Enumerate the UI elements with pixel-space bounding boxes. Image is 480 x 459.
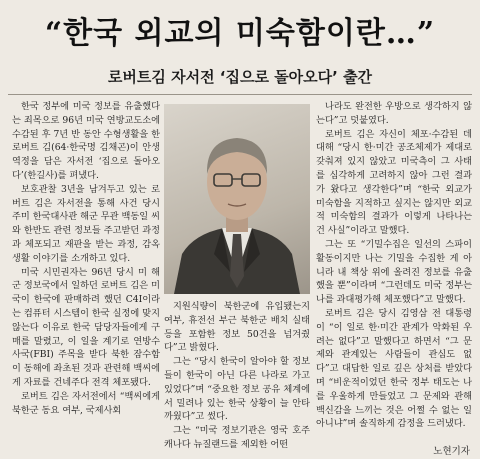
subhead: 로버트김 자서전 ‘집으로 돌아오다’ 출간 xyxy=(107,68,373,86)
paragraph: 그는 “미국 정보기관은 영국 호주 캐나다 뉴질랜드를 제외한 어떤 xyxy=(164,425,310,450)
header-rule xyxy=(8,94,472,95)
paragraph: 지원식량이 북한군에 유입됐는지 여부, 휴전선 부근 북한군 배치 실태 등을 포함한 정보 50건을 넘겨줬다”고 밝혔다. xyxy=(164,301,310,354)
paragraph: 보호관찰 3년을 남겨두고 있는 로버트 김은 자서전을 통해 사건 당시 주미 한국대사관 해군 무관 백동일 씨와 한반도 관련 정보들 주고받던 과정과 체포되고 재판을 받는 과정, 감옥생활 이야기를 소개하고 있다. xyxy=(12,183,160,264)
paragraph: 그는 또 “기밀수집은 일선의 스파이활동이지만 나는 기밀을 수집한 게 아니라 내 책상 위에 올려진 정보를 유출했을 뿐”이라며 “그런데도 미국 정부는 나를 과대평가해 체포했다”고 말했다. xyxy=(316,238,472,306)
paragraph: 로버트 김은 자신이 체포·수감된 데 대해 “당시 한·미간 공조체제가 제대로 갖춰져 있지 않았고 미국측이 그 사태를 심각하게 고려하지 않아 그런 결과가 왔다고 생각한다”며 “한국 외교가 미숙함을 지적하고 싶지는 않지만 외교적 미숙함의 결과가 이렇게 나타나는 건 사실”이라고 말했다. xyxy=(316,128,472,237)
portrait-illustration xyxy=(164,104,310,294)
paragraph: 미국 시민권자는 96년 당시 미 해군 정보국에서 일하던 로버트 김은 미국이 한국에 판매하려 했던 C4I이라는 컴퓨터 시스템이 한국 실정에 맞지 않는다 이유로 한국 담당자들에게 구매를 말렸고, 이 일을 계기로 연방수사국(FBI) 주목을 받다 북한 잠수함이 동해에 좌초된 것과 관련해 백씨에게 자료를 건네주다 전격 체포됐다. xyxy=(12,266,160,388)
paragraph: 한국 정부에 미국 정보를 유출했다는 죄목으로 96년 미국 연방교도소에 수감된 후 7년 반 동안 수형생활을 한 로버트 김(64·한국명 김채곤)이 안생역정을 담은 자서전 ‘집으로 돌아오다’(한길사)를 펴냈다. xyxy=(12,101,160,181)
byline: 노현기자 xyxy=(433,446,470,457)
portrait-photo xyxy=(164,104,310,294)
article-column-left xyxy=(12,100,160,458)
paragraph: 나라도 완전한 우방으로 생각하지 않는다”고 덧붙였다. xyxy=(316,101,472,126)
paragraph: 그는 “당시 한국이 알아야 할 정보들이 한국이 아닌 다른 나라로 가고 있었다”며 “중요한 정보 공유 체계에서 밀려나 있는 한국 상황이 늘 안타까웠다”고 썼다. xyxy=(164,356,310,423)
article-column-right xyxy=(316,100,472,458)
paragraph: 로버트 김은 당시 김영삼 전 대통령이 “이 일로 한·미간 관계가 악화된 우려는 없다”고 말했다고 하면서 “그 문제와 관계있는 사람들이 관심도 없다”고 대답한 일로 깊은 상처를 받았다며 “비운적이었던 한국 정부 태도는 나를 우울하게 만들었고 그 문제와 관해 백신감을 느끼는 것은 어쩔 수 없는 일 아니냐”며 솔직하게 감정을 드러냈다. xyxy=(316,307,472,430)
article-column-middle xyxy=(164,300,310,458)
headline: “한국 외교의 미숙함이란…” xyxy=(44,16,436,51)
paragraph: 로버트 김은 자서전에서 “백씨에게 북한군 동요 여부, 국제사회 xyxy=(12,390,160,416)
